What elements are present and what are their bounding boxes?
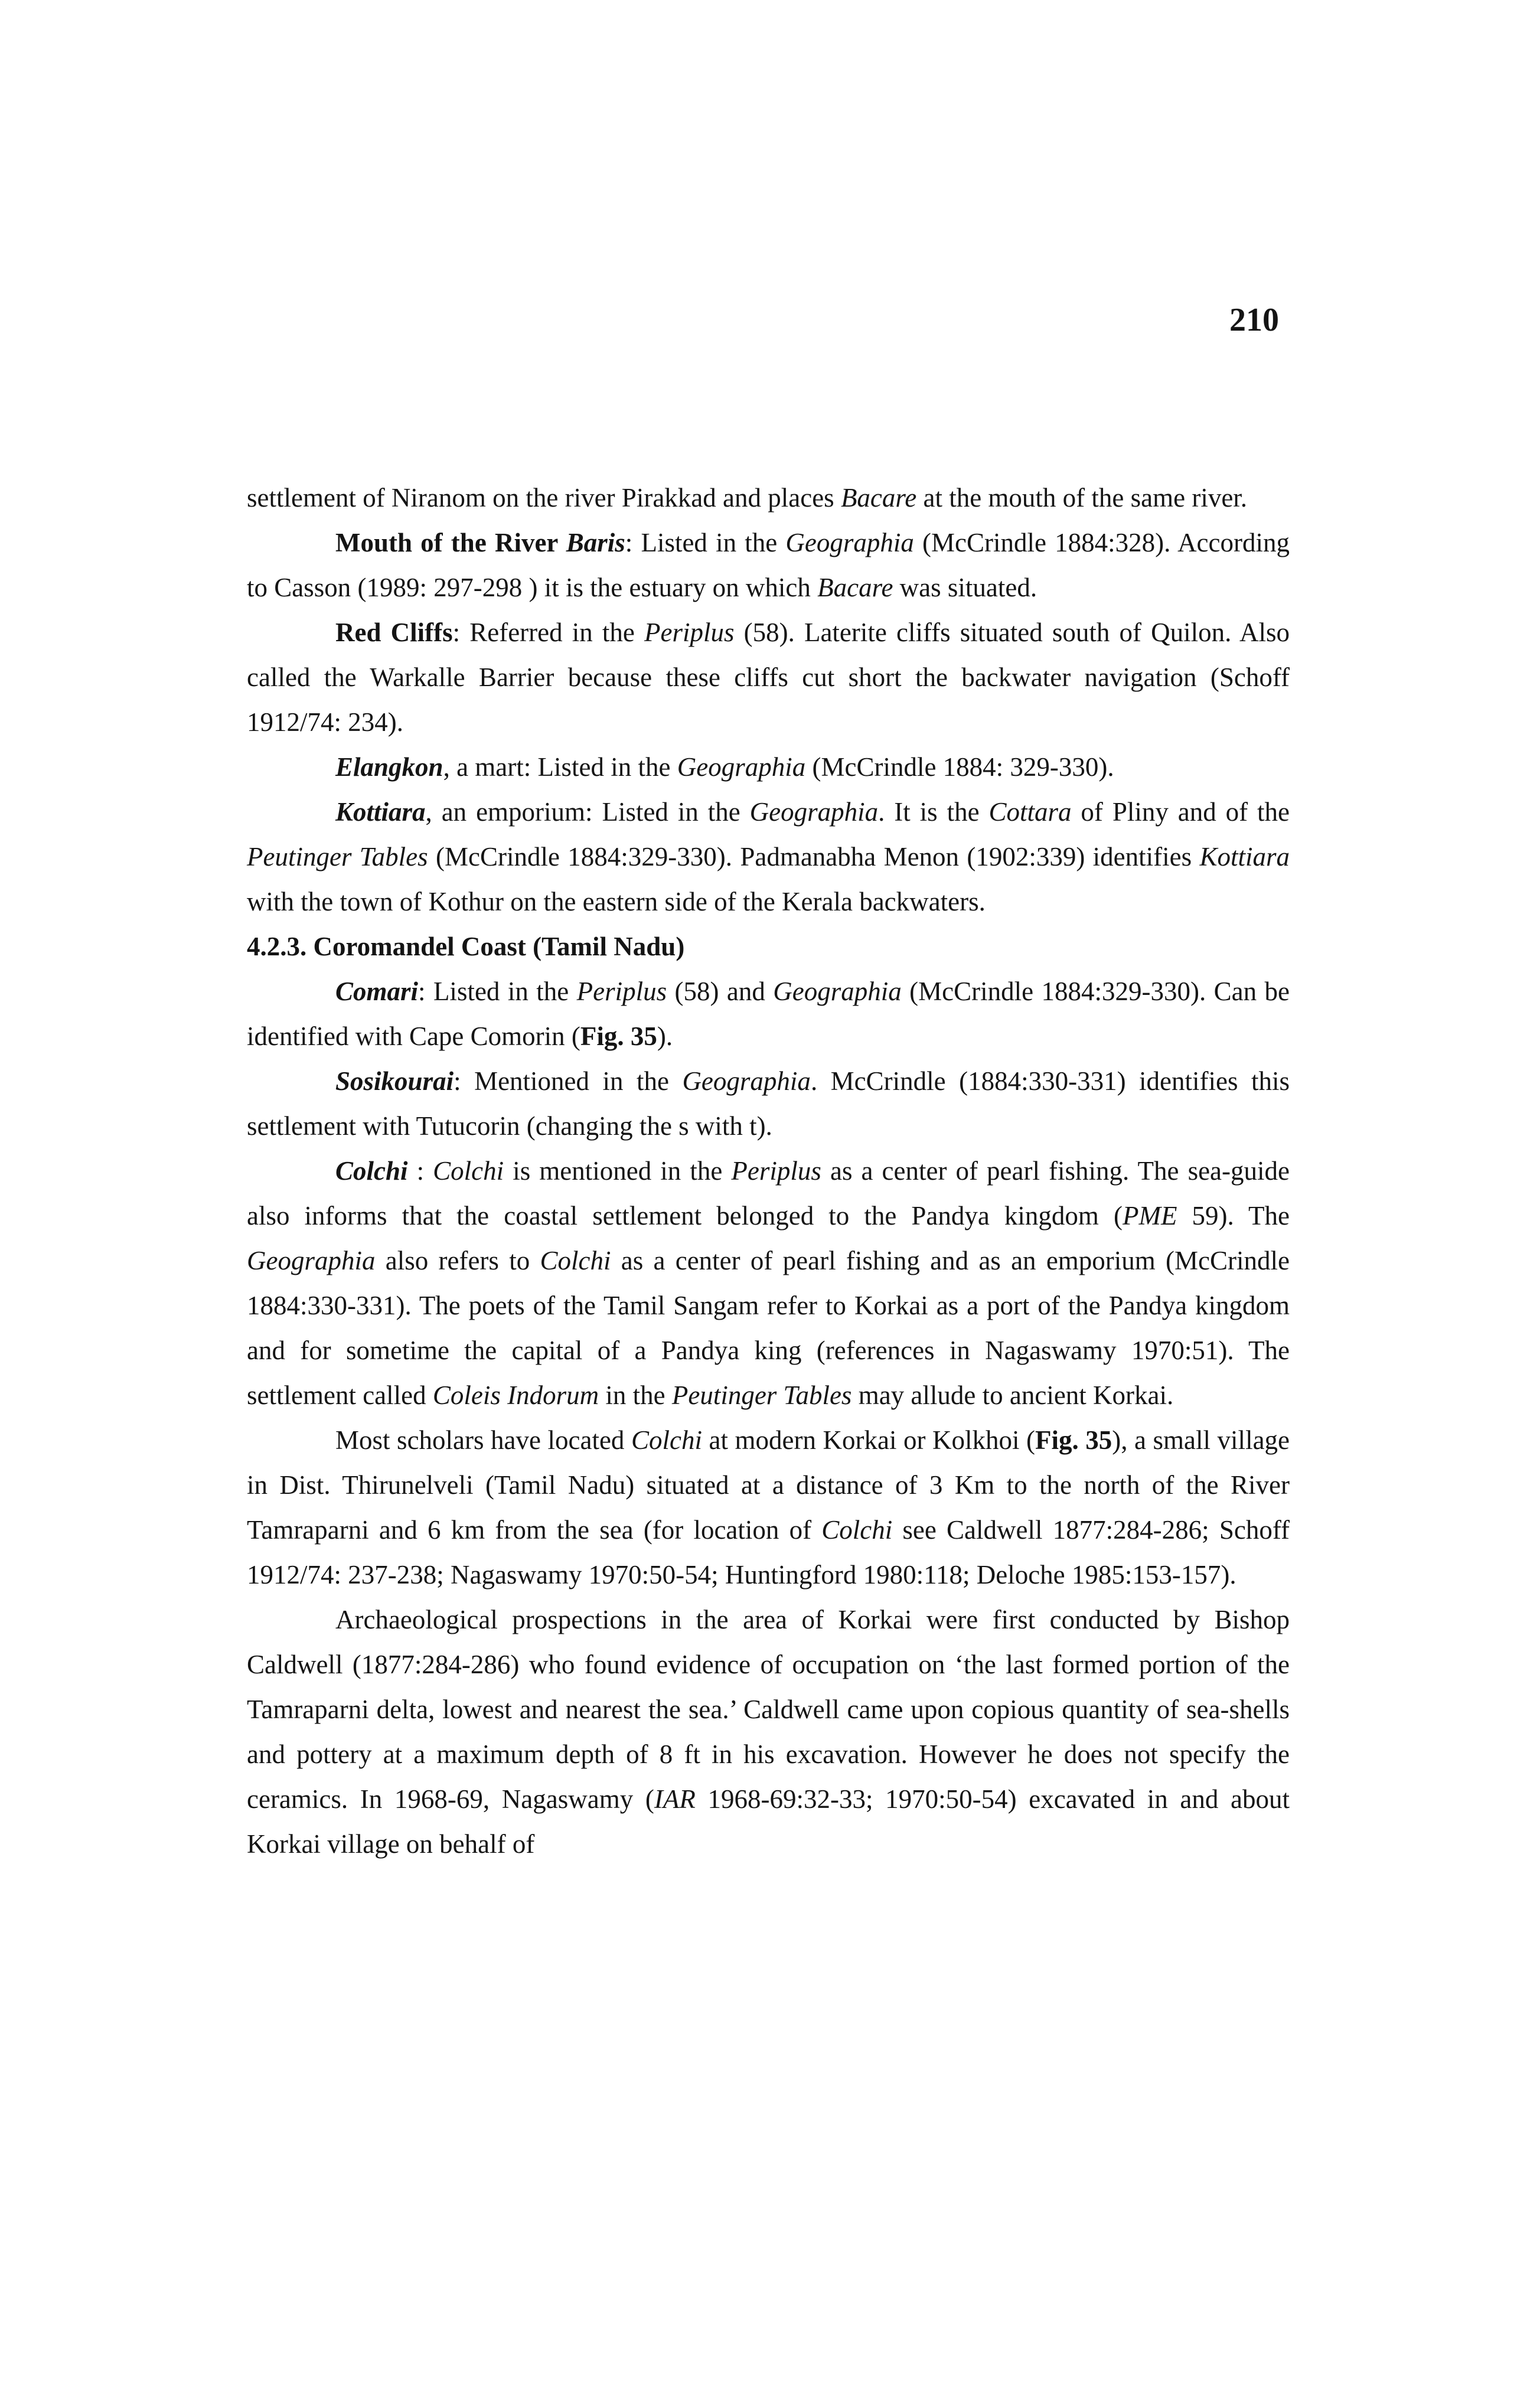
paragraph-text: is mentioned in the bbox=[504, 1156, 732, 1186]
paragraph-text: in the bbox=[599, 1380, 672, 1410]
paragraph-comari bbox=[247, 969, 1290, 1059]
paragraph-text: ). bbox=[657, 1021, 673, 1051]
emphasis-text: PME bbox=[1123, 1201, 1177, 1230]
emphasis-text: Peutinger Tables bbox=[247, 842, 428, 872]
emphasis-text: Periplus bbox=[644, 618, 735, 647]
paragraph-text: 59). The bbox=[1177, 1201, 1290, 1230]
paragraph-text: (58) and bbox=[667, 977, 774, 1006]
emphasis-text: Geographia bbox=[749, 797, 879, 827]
emphasis-text: Kottiara bbox=[1199, 842, 1290, 872]
emphasis-text: IAR bbox=[654, 1784, 696, 1814]
section-heading: 4.2.3. Coromandel Coast (Tamil Nadu) bbox=[247, 932, 685, 961]
paragraph-text: (McCrindle 1884:328). According to Casson (1989: 297-298 ) it is the estuary on which bbox=[247, 528, 1290, 602]
emphasis-text: Fig. 35 bbox=[580, 1021, 657, 1051]
paragraph-text: (58). Laterite cliffs situated south of Quilon. Also called the Warkalle Barrier because these cliffs cut short the backwater navigation (Schoff 1912/74: 234). bbox=[247, 618, 1290, 737]
emphasis-text: Geographia bbox=[247, 1246, 376, 1275]
emphasis-text: Sosikourai bbox=[335, 1066, 454, 1096]
emphasis-text: Periplus bbox=[576, 977, 667, 1006]
paragraph-text: , an emporium: Listed in the bbox=[425, 797, 750, 827]
paragraph-text: (McCrindle 1884: 329-330). bbox=[805, 752, 1114, 782]
paragraph-baris bbox=[247, 520, 1290, 610]
emphasis-text: Periplus bbox=[731, 1156, 821, 1186]
paragraph-text: Archaeological prospections in the area of Korkai were first conducted by Bishop Caldwell (1877:284-286) who found evidence of occupation on ‘the last formed portion of the Tamraparni delta, lowest and nearest the sea.’ Caldwell came upon copious quantity of sea-shells and pottery at a maximum depth of 8 ft in his excavation. However he does not specify the ceramics. In 1968-69, Nagaswamy ( bbox=[247, 1605, 1290, 1814]
paragraph-text: (McCrindle 1884:329-330). Padmanabha Menon (1902:339) identifies bbox=[428, 842, 1200, 872]
paragraph-text: may allude to ancient Korkai. bbox=[851, 1380, 1174, 1410]
paragraph-red-cliffs bbox=[247, 610, 1290, 745]
paragraph-scholars bbox=[247, 1418, 1290, 1597]
paragraph-text: as a center of pearl fishing and as an emporium (McCrindle 1884:330-331). The poets of the Tamil Sangam refer to Korkai as a port of the Pandya kingdom and for sometime the capital of a Pandya king (references in Nagaswamy 1970:51). The settlement called bbox=[247, 1246, 1290, 1410]
document-body bbox=[247, 475, 1290, 1866]
paragraph-archaeological bbox=[247, 1597, 1290, 1866]
emphasis-text: Colchi bbox=[335, 1156, 408, 1186]
paragraph-colchi bbox=[247, 1148, 1290, 1418]
paragraph-text: Most scholars have located bbox=[335, 1425, 631, 1455]
paragraph-text: see Caldwell 1877:284-286; Schoff 1912/74: 237-238; Nagaswamy 1970:50-54; Huntingford 1980:118; Deloche 1985:153-157). bbox=[247, 1515, 1290, 1589]
paragraph-text: . McCrindle (1884:330-331) identifies this settlement with Tutucorin (changing the s with t). bbox=[247, 1066, 1290, 1141]
paragraph-text: at modern Korkai or Kolkhoi ( bbox=[702, 1425, 1035, 1455]
paragraph-text: : Referred in the bbox=[452, 618, 644, 647]
paragraph-niranom bbox=[247, 475, 1290, 520]
emphasis-text: Colchi bbox=[821, 1515, 893, 1545]
paragraph-text: : Listed in the bbox=[625, 528, 786, 557]
emphasis-text: Geographia bbox=[785, 528, 914, 557]
paragraph-text: ), a small village in Dist. Thirunelveli (Tamil Nadu) situated at a distance of 3 Km to the north of the River Tamraparni and 6 km from the sea (for location of bbox=[247, 1425, 1290, 1545]
emphasis-text: Colchi bbox=[631, 1425, 702, 1455]
paragraph-text: 1968-69:32-33; 1970:50-54) excavated in and about Korkai village on behalf of bbox=[247, 1784, 1290, 1859]
paragraph-text: : bbox=[407, 1156, 433, 1186]
paragraph-kottiara bbox=[247, 789, 1290, 924]
emphasis-text: Bacare bbox=[840, 483, 917, 513]
emphasis-text: Peutinger Tables bbox=[671, 1380, 852, 1410]
paragraph-text: was situated. bbox=[893, 573, 1037, 602]
emphasis-text: Cottara bbox=[988, 797, 1072, 827]
emphasis-text: Comari bbox=[335, 977, 419, 1006]
paragraph-text: (McCrindle 1884:329-330). Can be identified with Cape Comorin ( bbox=[247, 977, 1290, 1051]
page-number: 210 bbox=[1229, 302, 1279, 338]
emphasis-text: Geographia bbox=[677, 752, 806, 782]
emphasis-text: Bacare bbox=[817, 573, 893, 602]
paragraph-sosikourai bbox=[247, 1059, 1290, 1148]
emphasis-text: Kottiara bbox=[335, 797, 426, 827]
emphasis-text: Colchi bbox=[540, 1246, 611, 1275]
emphasis-text: Mouth of the River bbox=[335, 528, 566, 557]
emphasis-text: Fig. 35 bbox=[1035, 1425, 1112, 1455]
paragraph-elangkon bbox=[247, 745, 1290, 789]
paragraph-text: : Listed in the bbox=[418, 977, 577, 1006]
paragraph-text: also refers to bbox=[375, 1246, 540, 1275]
emphasis-text: Red Cliffs bbox=[335, 618, 453, 647]
paragraph-text: , a mart: Listed in the bbox=[443, 752, 677, 782]
paragraph-text: settlement of Niranom on the river Pirakkad and places bbox=[247, 483, 841, 513]
emphasis-text: Colchi bbox=[433, 1156, 504, 1186]
emphasis-text: Baris bbox=[566, 528, 625, 557]
paragraph-text: of Pliny and of the bbox=[1071, 797, 1290, 827]
emphasis-text: Geographia bbox=[682, 1066, 811, 1096]
emphasis-text: Geographia bbox=[773, 977, 902, 1006]
paragraph-text: at the mouth of the same river. bbox=[916, 483, 1248, 513]
paragraph-text: with the town of Kothur on the eastern side of the Kerala backwaters. bbox=[247, 887, 986, 916]
paragraph-text: as a center of pearl fishing. The sea-guide also informs that the coastal settlement belonged to the Pandya kingdom ( bbox=[247, 1156, 1290, 1230]
emphasis-text: Coleis Indorum bbox=[432, 1380, 599, 1410]
emphasis-text: Elangkon bbox=[335, 752, 443, 782]
paragraph-text: . It is the bbox=[878, 797, 989, 827]
paragraph-text: : Mentioned in the bbox=[453, 1066, 683, 1096]
